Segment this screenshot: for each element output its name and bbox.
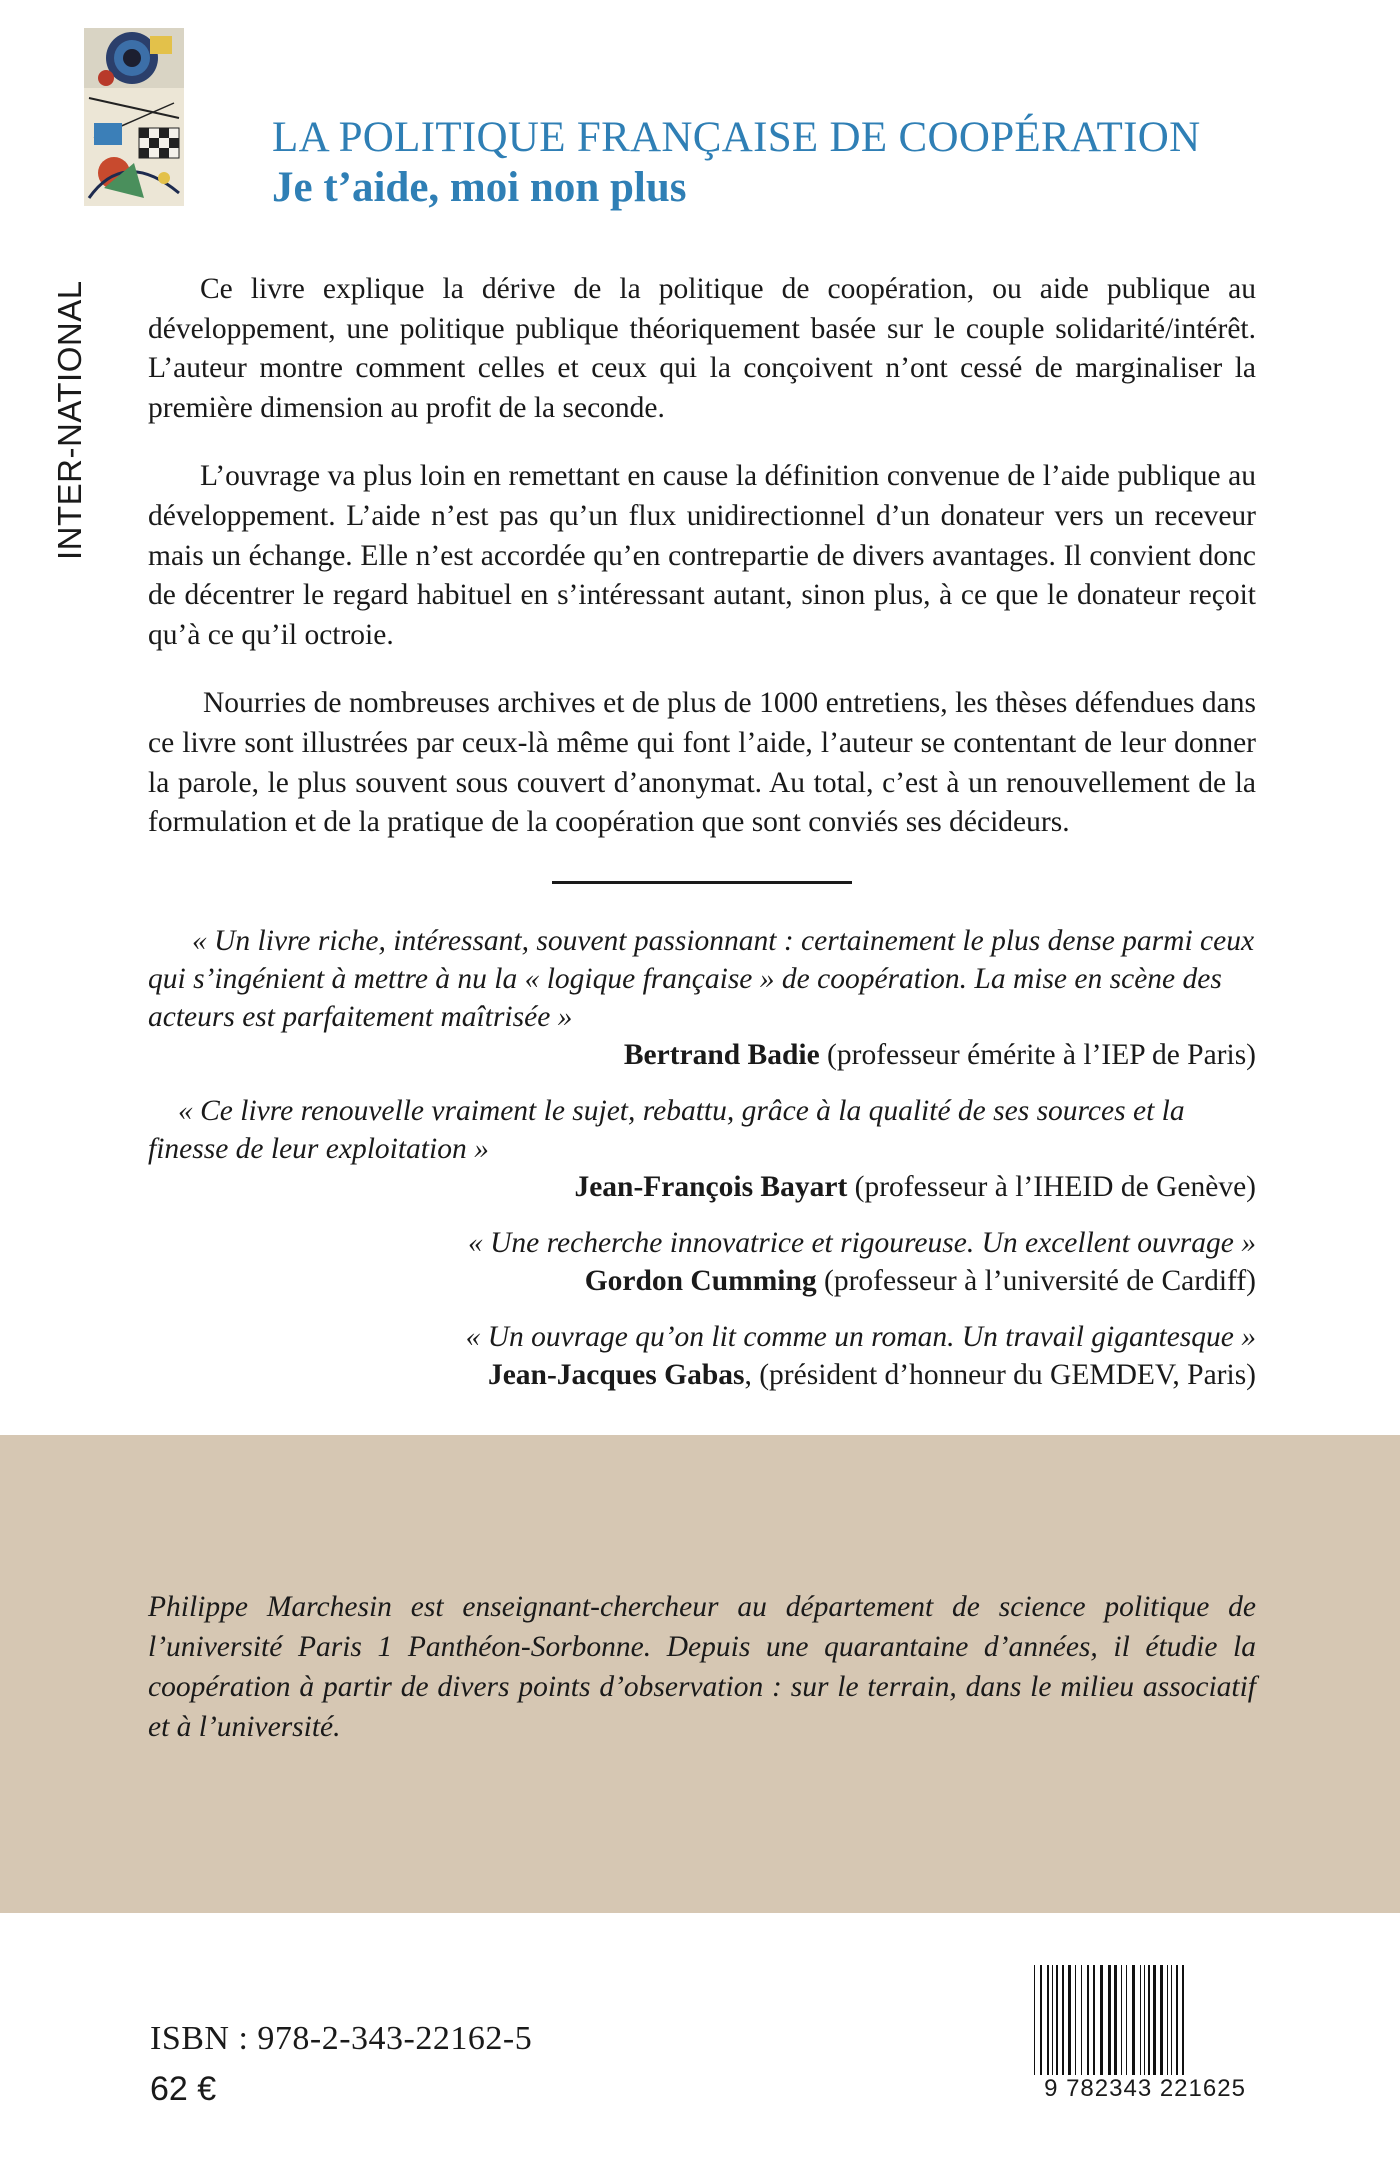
barcode-bar: [1148, 1965, 1150, 2075]
endorsement-role: (professeur émérite à l’IEP de Paris): [819, 1039, 1256, 1071]
endorsement-text: « Un livre riche, intéressant, souvent passionnant : certainement le plus dense parmi ceux qui s’ingénient à mettre à nu la « logique française » de coopération. La mise en scène des acteurs est parfaitement maîtrisée »: [148, 925, 1255, 1033]
barcode: [1030, 1965, 1260, 2107]
barcode-bar: [1153, 1965, 1156, 2075]
endorsement-author: Gordon Cumming: [584, 1265, 817, 1297]
endorsements: [148, 922, 1256, 1412]
author-bio: Philippe Marchesin est enseignant-chercheur au département de science politique de l’université Paris 1 Panthéon-Sorbonne. Depuis une quarantaine d’années, il étudie la coopération à partir de divers points d’observation : sur le terrain, dans le milieu associatif et à l’université.: [148, 1591, 1256, 1743]
barcode-bar: [1167, 1965, 1168, 2075]
endorsement-text: « Une recherche innovatrice et rigoureuse. Un excellent ouvrage »: [467, 1227, 1256, 1259]
endorsement-text: « Ce livre renouvelle vraiment le sujet, rebattu, grâce à la qualité de ses sources et la finesse de leur exploitation »: [148, 1095, 1185, 1165]
barcode-bar: [1126, 1965, 1127, 2075]
abstract-painting-icon: [84, 28, 184, 206]
price: 62 €: [150, 2070, 217, 2108]
book-title-block: [272, 114, 1272, 214]
barcode-bar: [1034, 1965, 1035, 2075]
barcode-bar: [1056, 1965, 1058, 2075]
series-name: INTER-NATIONAL: [51, 280, 88, 560]
endorsement: [148, 1318, 1256, 1394]
barcode-bar: [1140, 1965, 1141, 2075]
barcode-digits: 9 782343 221625: [1044, 2075, 1246, 2102]
barcode-bar: [1075, 1965, 1076, 2075]
endorsement-role: (professeur à l’université de Cardiff): [816, 1265, 1256, 1297]
endorsement-role: , (président d’honneur du GEMDEV, Paris): [744, 1359, 1256, 1391]
barcode-bar: [1052, 1965, 1053, 2075]
barcode-bar: [1132, 1965, 1135, 2075]
endorsement-attribution: [148, 1262, 1256, 1300]
endorsement-role: (professeur à l’IHEID de Genève): [847, 1171, 1256, 1203]
endorsement: [148, 922, 1256, 1074]
blurb-paragraph: Ce livre explique la dérive de la politique de coopération, ou aide publique au développement, une politique publique théoriquement basée sur le couple solidarité/intérêt. L’auteur montre comment celles et ceux qui la conçoivent n’ont cessé de marginaliser la première dimension au profit de la seconde.: [148, 273, 1256, 424]
cover-artwork: [84, 28, 184, 206]
endorsement: [148, 1224, 1256, 1300]
divider: [552, 881, 852, 884]
barcode-bar: [1040, 1965, 1042, 2075]
blurb-paragraph: Nourries de nombreuses archives et de plus de 1000 entretiens, les thèses défendues dans ce livre sont illustrées par ceux-là même qui font l’aide, l’auteur se contentant de leur donner la parole, le plus souvent sous couvert d’anonymat. Au total, c’est à un renouvellement de la formulation et de la pratique de la coopération que sont conviés ses décideurs.: [148, 687, 1256, 839]
barcode-bar: [1093, 1965, 1095, 2075]
barcode-bar: [1108, 1965, 1111, 2075]
endorsement: [148, 1092, 1256, 1206]
barcode-bar: [1068, 1965, 1071, 2075]
barcode-bar: [1081, 1965, 1082, 2075]
barcode-bar: [1144, 1965, 1145, 2075]
barcode-bar: [1087, 1965, 1089, 2075]
barcode-bar: [1171, 1965, 1172, 2075]
book-subtitle: Je t’aide, moi non plus: [272, 164, 687, 211]
barcode-bar: [1121, 1965, 1122, 2075]
book-title: LA POLITIQUE FRANÇAISE DE COOPÉRATION: [272, 114, 1201, 161]
barcode-bar: [1100, 1965, 1103, 2075]
endorsement-author: Jean-François Bayart: [574, 1171, 848, 1203]
isbn: ISBN : 978-2-343-22162-5: [150, 2020, 533, 2057]
endorsement-attribution: [148, 1356, 1256, 1394]
endorsement-text: « Un ouvrage qu’on lit comme un roman. Un travail gigantesque »: [465, 1321, 1256, 1353]
barcode-bar: [1176, 1965, 1178, 2075]
endorsement-attribution: [148, 1036, 1256, 1074]
barcode-icon: [1030, 1965, 1260, 2075]
blurb: [148, 270, 1256, 872]
barcode-bar: [1182, 1965, 1184, 2075]
blurb-paragraph: L’ouvrage va plus loin en remettant en cause la définition convenue de l’aide publique au développement. L’aide n’est pas qu’un flux unidirectionnel d’un donateur vers un receveur mais un échange. Elle n’est accordée qu’en contrepartie de divers avantages. Il convient donc de décentrer le regard habituel en s’intéressant autant, sinon plus, à ce que le donateur reçoit qu’à ce qu’il octroie.: [148, 460, 1256, 651]
barcode-bar: [1160, 1965, 1163, 2075]
endorsement-author: Jean-Jacques Gabas: [487, 1359, 745, 1391]
endorsement-attribution: [148, 1168, 1256, 1206]
endorsement-author: Bertrand Badie: [623, 1039, 820, 1071]
barcode-bar: [1062, 1965, 1064, 2075]
barcode-bar: [1114, 1965, 1117, 2075]
barcode-bar: [1047, 1965, 1049, 2075]
